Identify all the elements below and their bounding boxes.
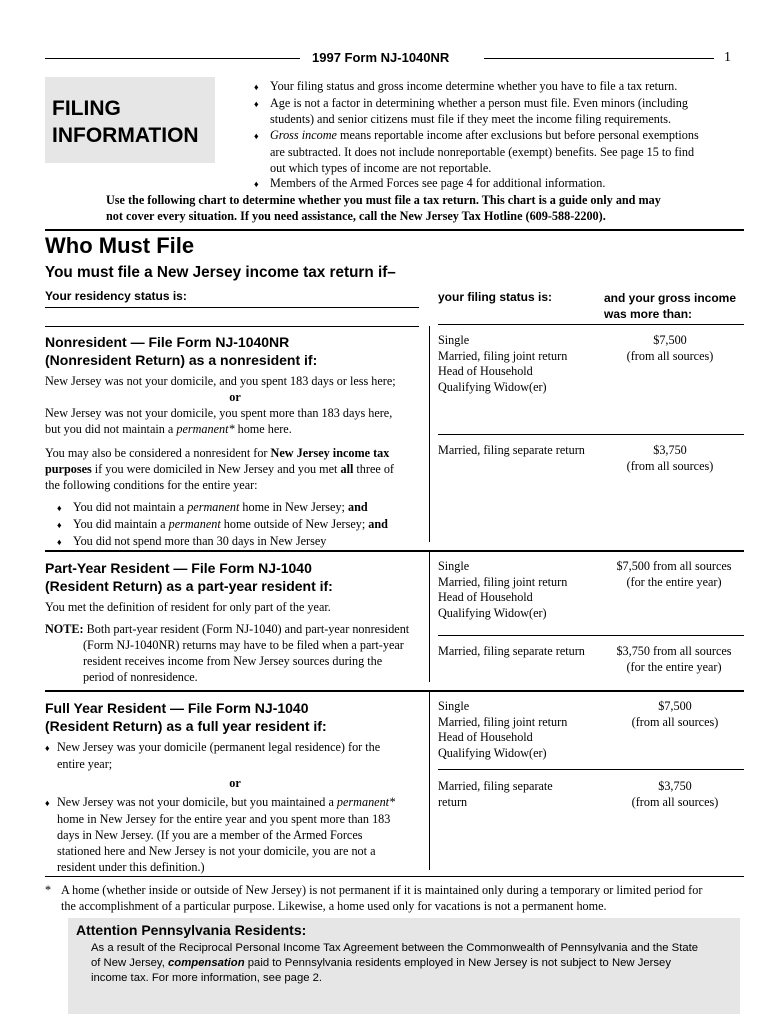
full-year-bullet-1: ♦ New Jersey was your domicile (permanent legal residence) for the xyxy=(45,740,381,754)
amount-note: (from all sources) xyxy=(631,714,719,729)
amount-note: (for the entire year) xyxy=(626,659,722,674)
amount-value: $3,750 xyxy=(653,443,687,457)
status-married-joint: Married, filing joint return xyxy=(438,348,568,363)
part-year-status-2: Married, filing separate return xyxy=(438,644,585,658)
nonresident-condition-3: ♦ You did not spend more than 30 days in New Jersey xyxy=(57,534,327,548)
full-year-bullet-1-cont: entire year; xyxy=(57,757,113,771)
part-year-title xyxy=(45,559,333,595)
full-year-amount-1 xyxy=(600,699,750,730)
amount-note: (from all sources) xyxy=(626,458,714,473)
nonresident-p3-line-3: the following conditions for the entire year: xyxy=(45,478,258,492)
col-header-gross-income xyxy=(604,290,736,322)
page-title: Who Must File xyxy=(45,233,195,258)
full-year-bullet-2-cont-1: home in New Jersey for the entire year and you spent more than 183 xyxy=(57,812,391,826)
part-year-vertical-rule xyxy=(429,552,430,682)
nonresident-p2-line-1: New Jersey was not your domicile, you spent more than 183 days here, xyxy=(45,406,393,420)
footnote-line-1: * A home (whether inside or outside of New Jersey) is not permanent if it is maintained only during a temporary or limited period for xyxy=(45,883,703,897)
part-year-note-line-2: (Form NJ-1040NR) returns may have to be filed when a part-year xyxy=(83,638,404,652)
full-year-bullet-2-cont-2: days in New Jersey. (If you are a member of the Armed Forces xyxy=(57,828,363,842)
part-year-title-line-1: Part-Year Resident — File Form NJ-1040 xyxy=(45,560,312,576)
nonresident-status-2: Married, filing separate return xyxy=(438,443,585,457)
col-header-rule-right xyxy=(438,324,744,325)
full-year-title-line-2: (Resident Return) as a full year resident if: xyxy=(45,718,327,734)
part-year-amount-1 xyxy=(600,559,748,590)
nonresident-amount-1 xyxy=(600,333,740,364)
col-header-gross-income-line-2: was more than: xyxy=(604,307,693,321)
nonresident-title-line-2: (Nonresident Return) as a nonresident if: xyxy=(45,352,318,368)
chart-note-line-1: Use the following chart to determine whether you must file a tax return. This chart is a guide only and may xyxy=(106,193,661,207)
header-title: 1997 Form NJ-1040NR xyxy=(312,50,450,65)
footnote-top-rule xyxy=(45,876,744,877)
status-qualifying-widow: Qualifying Widow(er) xyxy=(438,606,547,621)
nonresident-amount-2 xyxy=(600,443,740,474)
status-single: Single xyxy=(438,699,470,713)
filing-info-bullets xyxy=(254,79,699,193)
full-year-vertical-rule xyxy=(429,692,430,870)
amount-note: (from all sources) xyxy=(626,348,714,363)
filing-info-bullet-4: ♦ Members of the Armed Forces see page 4 for additional information. xyxy=(254,176,699,193)
header-rule-right xyxy=(484,58,714,59)
full-year-status-1 xyxy=(438,699,567,762)
nonresident-mid-rule xyxy=(438,434,744,435)
filing-info-bullet-2-cont: students) and senior citizens must file if they meet the income filing requirements. xyxy=(270,112,672,127)
nonresident-p3-line-1: You may also be considered a nonresident for New Jersey income tax xyxy=(45,446,390,460)
nonresident-or: or xyxy=(229,390,241,404)
filing-info-bullet-3: ♦ Gross income means reportable income after exclusions but before personal exemptions xyxy=(254,128,699,145)
status-single: Single xyxy=(438,333,470,347)
nonresident-condition-2: ♦ You did maintain a permanent home outside of New Jersey; and xyxy=(57,517,388,531)
full-year-mid-rule xyxy=(438,769,744,770)
diamond-bullet-icon: ♦ xyxy=(254,131,259,142)
part-year-text xyxy=(45,599,425,685)
amount-note: (for the entire year) xyxy=(626,574,722,589)
amount-value: $7,500 from all sources xyxy=(616,559,732,573)
status-qualifying-widow: Qualifying Widow(er) xyxy=(438,746,547,761)
status-head-of-household: Head of Household xyxy=(438,590,533,605)
amount-note: (from all sources) xyxy=(631,794,719,809)
full-year-bullet-2-cont-4: resident under this definition.) xyxy=(57,860,205,874)
chart-note xyxy=(106,192,661,224)
diamond-bullet-icon: ♦ xyxy=(254,82,259,92)
status-married-separate-cont: return xyxy=(438,794,468,809)
full-year-top-rule xyxy=(45,690,744,692)
attention-text xyxy=(91,941,698,986)
diamond-bullet-icon: ♦ xyxy=(57,520,62,530)
chart-note-line-2: not cover every situation. If you need assistance, call the New Jersey Tax Hotline (609-588-2200). xyxy=(106,209,606,223)
attention-line-3: income tax. For more information, see page 2. xyxy=(91,972,323,984)
nonresident-p1-line: New Jersey was not your domicile, and you spent 183 days or less here; xyxy=(45,374,396,388)
diamond-bullet-icon: ♦ xyxy=(254,179,259,190)
subheading: You must file a New Jersey income tax return if– xyxy=(45,264,396,281)
diamond-bullet-icon: ♦ xyxy=(45,743,50,753)
full-year-title xyxy=(45,699,327,735)
page-number: 1 xyxy=(724,50,731,65)
col-header-residency: Your residency status is: xyxy=(45,289,187,303)
filing-info-bullet-2: ♦ Age is not a factor in determining whether a person must file. Even minors (including xyxy=(254,96,699,113)
status-head-of-household: Head of Household xyxy=(438,364,533,379)
nonresident-condition-1: ♦ You did not maintain a permanent home in New Jersey; and xyxy=(57,500,368,514)
part-year-p1: You met the definition of resident for only part of the year. xyxy=(45,600,331,614)
attention-line-2: of New Jersey, compensation paid to Pennsylvania residents employed in New Jersey is not subject to New Jersey xyxy=(91,957,671,969)
amount-value: $7,500 xyxy=(653,333,687,347)
nonresident-top-rule xyxy=(45,326,419,327)
part-year-note-line-4: period of nonresidence. xyxy=(83,670,198,684)
nonresident-status-1 xyxy=(438,333,567,396)
status-single: Single xyxy=(438,559,470,573)
part-year-note-line-3: resident receives income from New Jersey sources during the xyxy=(83,654,383,668)
status-married-joint: Married, filing joint return xyxy=(438,574,568,589)
part-year-title-line-2: (Resident Return) as a part-year resident if: xyxy=(45,578,333,594)
nonresident-title-line-1: Nonresident — File Form NJ-1040NR xyxy=(45,334,290,350)
full-year-or: or xyxy=(229,776,241,790)
part-year-note-line-1: NOTE: Both part-year resident (Form NJ-1040) and part-year nonresident xyxy=(45,622,410,636)
nonresident-text xyxy=(45,373,425,550)
footnote-line-2: the accomplishment of a particular purpose. Likewise, a home used only for vacations is not a permanent home. xyxy=(61,899,607,913)
nonresident-p2-line-2: but you did not maintain a permanent* home here. xyxy=(45,422,292,436)
full-year-status-2 xyxy=(438,779,553,810)
col-header-gross-income-line-1: and your gross income xyxy=(604,291,737,305)
part-year-amount-2 xyxy=(600,644,748,675)
full-year-bullet-2-cont-3: stationed here and New Jersey is not your domicile, you are not a xyxy=(57,844,376,858)
amount-value: $7,500 xyxy=(658,699,692,713)
part-year-top-rule xyxy=(45,550,744,552)
footnote-star: * xyxy=(45,883,52,897)
status-married-joint: Married, filing joint return xyxy=(438,714,568,729)
diamond-bullet-icon: ♦ xyxy=(254,98,259,109)
part-year-status-1 xyxy=(438,559,567,622)
full-year-title-line-1: Full Year Resident — File Form NJ-1040 xyxy=(45,700,309,716)
attention-title: Attention Pennsylvania Residents: xyxy=(76,922,307,938)
filing-info-bullet-1: ♦ Your filing status and gross income determine whether you have to file a tax return. xyxy=(254,79,699,96)
diamond-bullet-icon: ♦ xyxy=(57,503,62,513)
full-year-amount-2 xyxy=(600,779,750,810)
status-married-separate: Married, filing separate xyxy=(438,779,553,793)
filing-info-title-line2: INFORMATION xyxy=(52,124,199,147)
section-divider-top xyxy=(45,229,744,231)
amount-value: $3,750 xyxy=(658,779,692,793)
full-year-text xyxy=(45,739,425,875)
full-year-bullet-2: ♦ New Jersey was not your domicile, but you maintained a permanent* xyxy=(45,795,396,809)
nonresident-title xyxy=(45,333,317,369)
attention-line-1: As a result of the Reciprocal Personal Income Tax Agreement between the Commonwealth of Pennsylvania and the State xyxy=(91,942,699,954)
footnote xyxy=(45,882,745,914)
status-qualifying-widow: Qualifying Widow(er) xyxy=(438,380,547,395)
filing-info-title-line1: FILING xyxy=(52,97,121,120)
col-header-filing-status: your filing status is: xyxy=(438,290,553,304)
header-rule-left xyxy=(45,58,300,59)
nonresident-vertical-rule xyxy=(429,326,430,542)
filing-info-bullet-3-cont-1: are subtracted. It does not include nonreportable (exempt) benefits. See page 15 to find xyxy=(270,144,695,159)
part-year-mid-rule xyxy=(438,635,744,636)
diamond-bullet-icon: ♦ xyxy=(57,537,62,547)
amount-value: $3,750 from all sources xyxy=(616,644,732,658)
nonresident-p3-line-2: purposes if you were domiciled in New Jersey and you met all three of xyxy=(45,462,394,476)
status-head-of-household: Head of Household xyxy=(438,730,533,745)
diamond-bullet-icon: ♦ xyxy=(45,798,50,808)
col-header-rule-left xyxy=(45,307,419,308)
filing-info-bullet-3-cont-2: out which types of income are not reportable. xyxy=(270,160,492,175)
